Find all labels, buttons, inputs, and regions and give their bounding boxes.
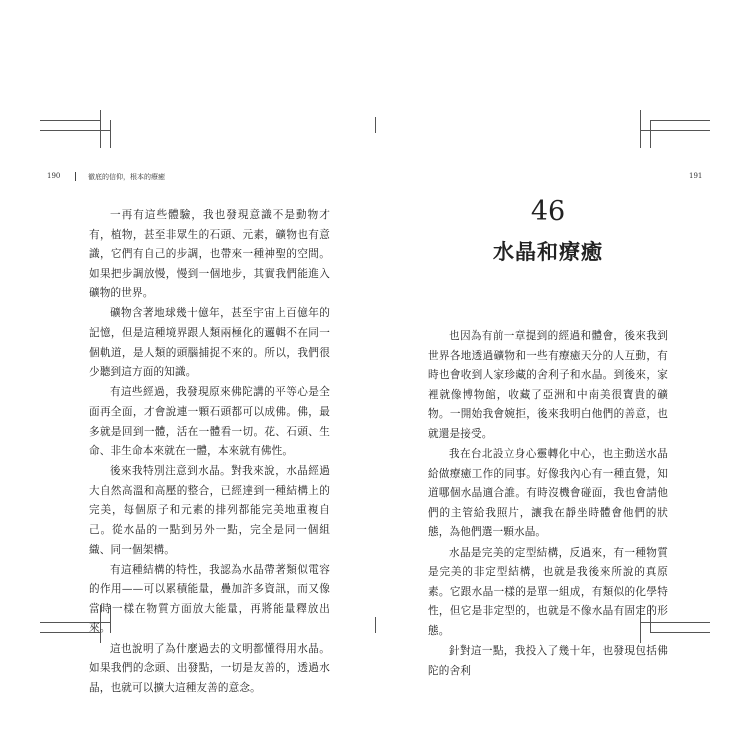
crop-mark	[110, 120, 111, 148]
running-head: 徹底的信仰，根本的療癒	[88, 173, 165, 181]
crop-mark	[40, 120, 100, 121]
crop-mark	[100, 110, 101, 148]
right-page-number: 191	[689, 172, 703, 180]
paragraph: 後來我特別注意到水晶。對我來說，水晶經過大自然高溫和高壓的整合，已經達到一種結構上的完美，每個原子和元素的排列都能完美地重複自己。從水晶的一點到另外一點，完全是同一個組織、同一個架構。	[89, 465, 330, 556]
paragraph: 我在台北設立身心靈轉化中心，也主動送水晶給做療癒工作的同事。好像我內心有一種直覺，知道哪個水晶適合誰。有時沒機會碰面，我也會請他們的主管給我照片，讓我在靜坐時體會他們的狀態，為他們選一顆水晶。	[428, 448, 668, 539]
crop-mark	[40, 130, 110, 131]
paragraph: 一再有這些體驗，我也發現意識不是動物才有，植物，甚至非眾生的石頭、元素，礦物也有意識，它們有自己的步調，也帶來一種神聖的空間。如果把步調放慢，慢到一個地步，其實我們能進入礦物的世界。	[89, 209, 330, 300]
crop-mark	[640, 110, 641, 148]
left-page-number: 190	[47, 172, 61, 180]
paragraph: 也因為有前一章提到的經過和體會，後來我到世界各地透過礦物和一些有療癒天分的人互動，有時也會收到人家珍藏的舍利子和水晶。到後來，家裡就像博物館，收藏了亞洲和中南美很寶貴的礦物。一開始我會婉拒，後來我明白他們的善意，也就還是接受。	[428, 330, 668, 440]
chapter-title: 水晶和療癒	[493, 240, 603, 264]
crop-mark	[375, 117, 376, 133]
paragraph: 這也說明了為什麼過去的文明都懂得用水晶。如果我們的念頭、出發點，一切是友善的，透過水晶，也就可以擴大這種友善的意念。	[89, 642, 330, 694]
crop-mark	[650, 120, 651, 148]
paragraph: 水晶是完美的定型結構，反過來，有一種物質是完美的非定型結構，也就是我後來所說的真原素。它跟水晶一樣的是單一組成，有類似的化學特性，但它是非定型的，也就是不像水晶有固定的形態。	[428, 546, 668, 637]
paragraph: 針對這一點，我投入了幾十年，也發現包括佛陀的舍利	[428, 645, 668, 677]
paragraph: 有這些經過，我發現原來佛陀講的平等心是全面再全面，才會說連一顆石頭都可以成佛。佛，最多就是回到一體，活在一體看一切。花、石頭、生命、非生命本來就在一體，本來就有佛性。	[89, 386, 330, 458]
paragraph: 礦物含著地球幾十億年，甚至宇宙上百億年的記憶，但是這種境界跟人類兩極化的邏輯不在同一個軌道，是人類的頭腦捕捉不來的。所以，我們很少聽到這方面的知識。	[89, 307, 330, 379]
crop-mark	[650, 120, 710, 121]
header-divider	[75, 172, 76, 181]
chapter-number: 46	[530, 196, 566, 227]
crop-mark	[640, 130, 710, 131]
crop-mark	[375, 617, 376, 633]
paragraph: 有這種結構的特性，我認為水晶帶著類似電容的作用——可以累積能量，疊加許多資訊，而又像當時一樣在物質方面放大能量，再將能量釋放出來。	[89, 563, 330, 635]
left-page-body	[89, 206, 330, 699]
right-page-body	[428, 327, 668, 682]
